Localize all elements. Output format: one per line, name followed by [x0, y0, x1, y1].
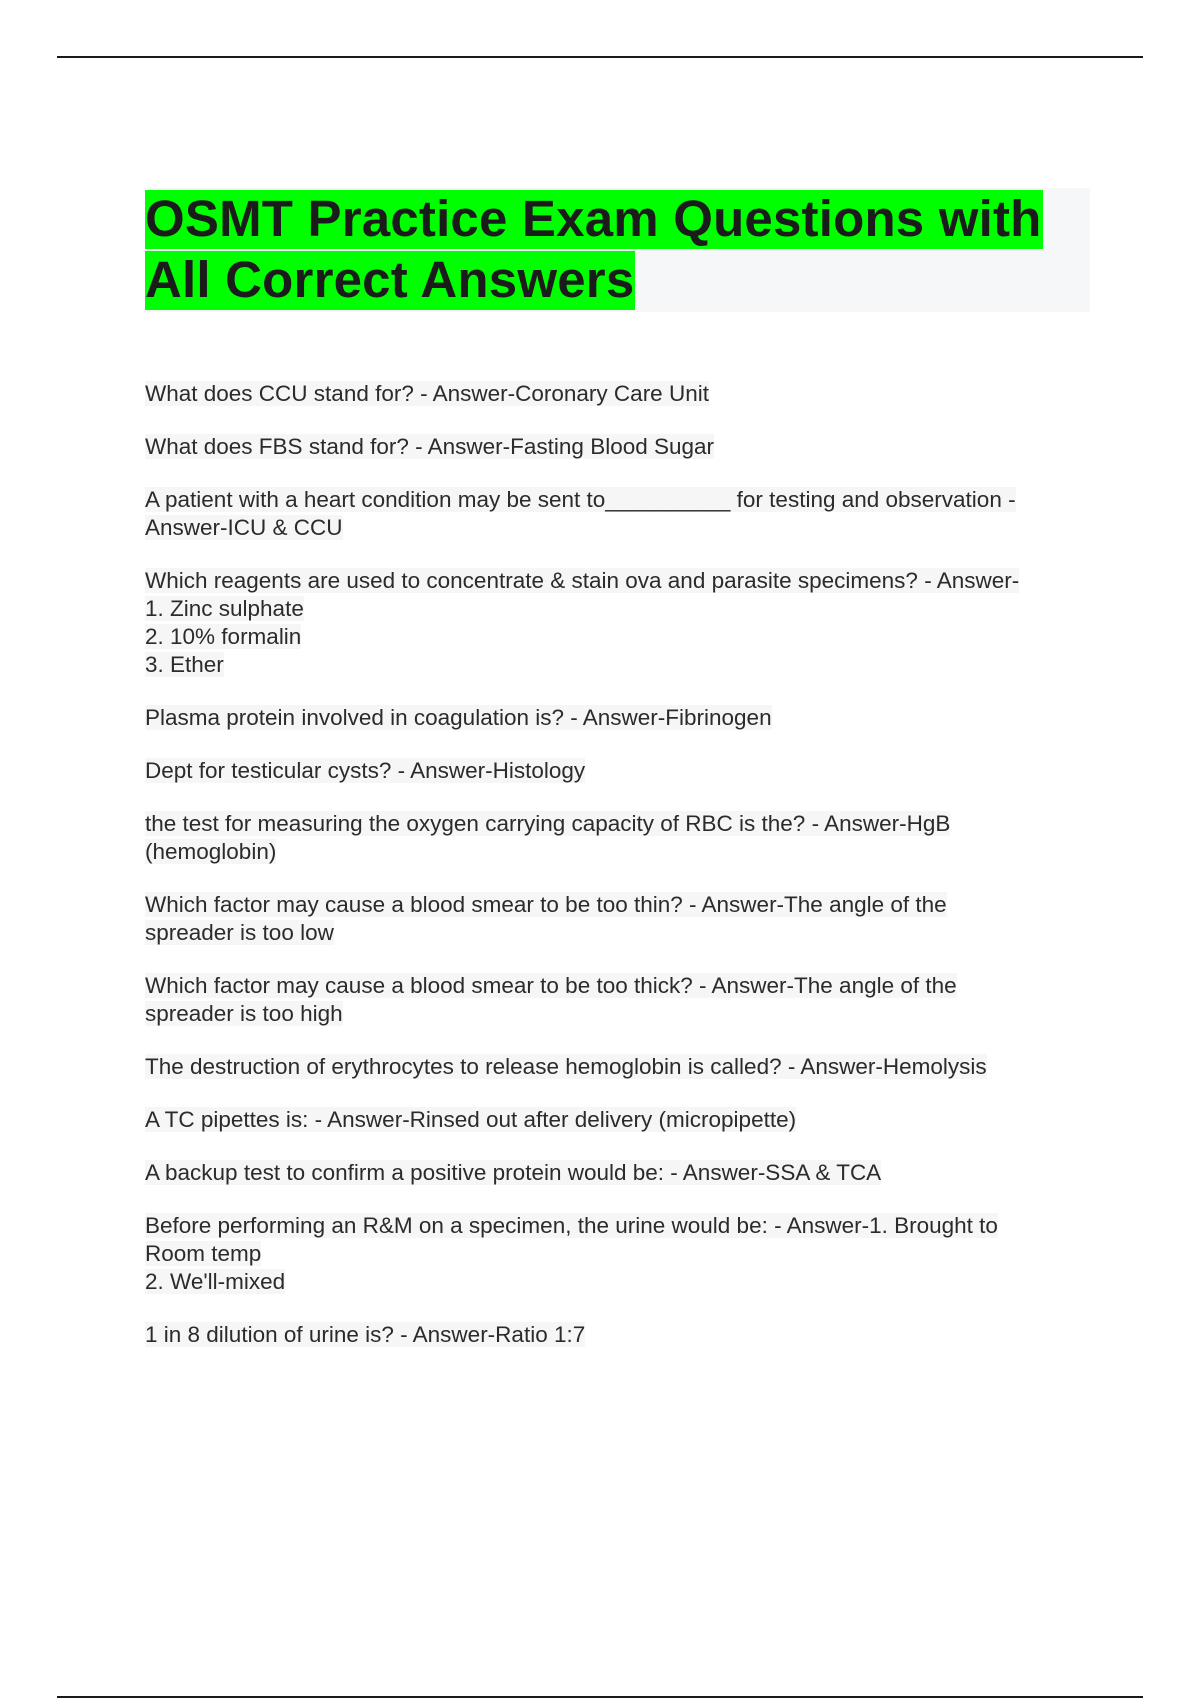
qa-line [145, 891, 1090, 919]
qa-line-text: A backup test to confirm a positive protein would be: - Answer-SSA & TCA [145, 1160, 882, 1185]
qa-line-text: Before performing an R&M on a specimen, the urine would be: - Answer-1. Brought to [145, 1213, 998, 1238]
qa-line [145, 595, 1090, 623]
qa-line [145, 1053, 1090, 1081]
qa-item [145, 567, 1090, 679]
qa-line [145, 514, 1090, 542]
qa-line [145, 1240, 1090, 1268]
qa-line [145, 972, 1090, 1000]
qa-line [145, 919, 1090, 947]
qa-line [145, 433, 1090, 461]
qa-line [145, 1321, 1090, 1349]
qa-item [145, 1159, 1090, 1187]
qa-item [145, 704, 1090, 732]
qa-line-text: 3. Ether [145, 652, 224, 677]
qa-item [145, 810, 1090, 866]
qa-line [145, 757, 1090, 785]
qa-item [145, 891, 1090, 947]
qa-line [145, 486, 1090, 514]
qa-item [145, 486, 1090, 542]
qa-item [145, 1053, 1090, 1081]
qa-line [145, 704, 1090, 732]
qa-line [145, 810, 1090, 838]
qa-line-text: 1 in 8 dilution of urine is? - Answer-Ratio 1:7 [145, 1322, 586, 1347]
qa-line-text: spreader is too low [145, 920, 334, 945]
bottom-rule [57, 1696, 1143, 1698]
qa-list [145, 380, 1090, 1374]
qa-line [145, 1000, 1090, 1028]
qa-line-text: (hemoglobin) [145, 839, 277, 864]
qa-line-text: Which factor may cause a blood smear to be too thin? - Answer-The angle of the [145, 892, 947, 917]
qa-line-text: spreader is too high [145, 1001, 343, 1026]
qa-line-text: Which factor may cause a blood smear to be too thick? - Answer-The angle of the [145, 973, 957, 998]
document-title [145, 188, 1090, 310]
qa-line-text: 1. Zinc sulphate [145, 596, 304, 621]
qa-line-text: Room temp [145, 1241, 262, 1266]
qa-item [145, 1212, 1090, 1296]
title-block [145, 188, 1090, 312]
qa-item [145, 380, 1090, 408]
title-line-1: OSMT Practice Exam Questions with [145, 190, 1042, 247]
qa-line-text: What does FBS stand for? - Answer-Fasting Blood Sugar [145, 434, 715, 459]
top-rule [57, 56, 1143, 58]
qa-line-text: the test for measuring the oxygen carrying capacity of RBC is the? - Answer-HgB [145, 811, 951, 836]
qa-line [145, 651, 1090, 679]
qa-line [145, 567, 1090, 595]
qa-line-text: 2. We'll-mixed [145, 1269, 286, 1294]
qa-line-text: A TC pipettes is: - Answer-Rinsed out after delivery (micropipette) [145, 1107, 797, 1132]
qa-item [145, 433, 1090, 461]
title-line-2: All Correct Answers [145, 251, 635, 308]
qa-item [145, 1321, 1090, 1349]
qa-line-text: Plasma protein involved in coagulation is? - Answer-Fibrinogen [145, 705, 772, 730]
qa-line [145, 838, 1090, 866]
qa-line-text: What does CCU stand for? - Answer-Coronary Care Unit [145, 381, 709, 406]
qa-item [145, 972, 1090, 1028]
qa-line-text: Which reagents are used to concentrate & stain ova and parasite specimens? - Answer- [145, 568, 1020, 593]
qa-line-text: 2. 10% formalin [145, 624, 302, 649]
qa-item [145, 1106, 1090, 1134]
qa-line-text: A patient with a heart condition may be sent to__________ for testing and observation - [145, 487, 1016, 512]
qa-item [145, 757, 1090, 785]
qa-line-text: Dept for testicular cysts? - Answer-Histology [145, 758, 586, 783]
qa-line-text: The destruction of erythrocytes to release hemoglobin is called? - Answer-Hemolysis [145, 1054, 987, 1079]
qa-line [145, 1159, 1090, 1187]
qa-line [145, 380, 1090, 408]
qa-line [145, 1106, 1090, 1134]
qa-line [145, 1268, 1090, 1296]
qa-line [145, 1212, 1090, 1240]
qa-line-text: Answer-ICU & CCU [145, 515, 343, 540]
qa-line [145, 623, 1090, 651]
